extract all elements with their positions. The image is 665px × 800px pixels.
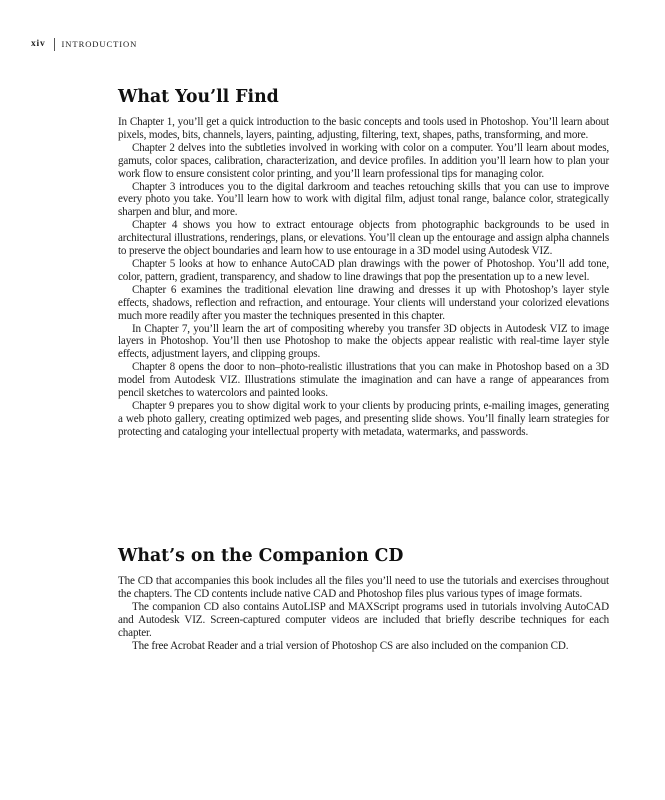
section-heading: What You’ll Find [118, 87, 279, 107]
paragraph-chapter-9: Chapter 9 prepares you to show digital work to your clients by producing prints, e-mailing images, generating a web photo gallery, creating optimized web pages, and presenting slide shows. You’ll finally learn strategies for protecting and cataloging your intellectual property with metadata, watermarks, and passwords. [118, 399, 609, 438]
section-what-youll-find [118, 86, 609, 439]
paragraph-chapter-6: Chapter 6 examines the traditional elevation line drawing and dresses it up with Photoshop’s layer style effects, shadows, reflection and refraction, and entourage. Your clients will understand your colorized elevations much more readily after you master the techniques presented in this chapter. [118, 283, 609, 322]
paragraph-chapter-3: Chapter 3 introduces you to the digital darkroom and teaches retouching skills that you can use to improve every photo you take. You’ll learn how to work with digital film, adjust tonal range, balance color, strategically sharpen and blur, and more. [118, 180, 609, 219]
paragraph-chapter-5: Chapter 5 looks at how to enhance AutoCAD plan drawings with the power of Photoshop. You’ll add tone, color, pattern, gradient, transparency, and shadow to line drawings that pop the presentation up to a new level. [118, 257, 609, 283]
paragraph-cd-programs: The companion CD also contains AutoLISP and MAXScript programs used in tutorials involving AutoCAD and Autodesk VIZ. Screen-captured computer videos are included that briefly describe techniques for each chapter. [118, 600, 609, 639]
paragraph-chapter-4: Chapter 4 shows you how to extract entourage objects from photographic backgrounds to be used in architectural illustrations, renderings, plans, or elevations. You’ll clean up the entourage and assign alpha channels to preserve the object boundaries and learn how to use entourage in a 3D model using Autodesk VIZ. [118, 219, 609, 258]
paragraph-chapter-1: In Chapter 1, you’ll get a quick introduction to the basic concepts and tools used in Photoshop. You’ll learn about pixels, modes, bits, channels, layers, painting, adjusting, filtering, text, shapes, paths, transforming, and more. [118, 116, 609, 141]
section-heading: What’s on the Companion CD [118, 546, 404, 566]
paragraph-chapter-8: Chapter 8 opens the door to non–photo-realistic illustrations that you can make in Photoshop based on a 3D model from Autodesk VIZ. Illustrations stimulate the imagination and can have a range of appearances from pencil sketches to watercolors and painted looks. [118, 361, 609, 400]
page-number: xiv [31, 39, 46, 49]
paragraph-chapter-2: Chapter 2 delves into the subtleties involved in working with color on a computer. You’ll learn about modes, gamuts, color spaces, calibration, characterization, and device profiles. In addition you’ll learn how to plan your work flow to ensure consistent color printing, and you’ll learn professional tips for managing color. [118, 141, 609, 180]
running-head [31, 37, 137, 51]
running-head-divider [54, 38, 55, 51]
paragraph-cd-extras: The free Acrobat Reader and a trial version of Photoshop CS are also included on the companion CD. [132, 639, 569, 652]
paragraph-cd-contents: The CD that accompanies this book includes all the files you’ll need to use the tutorials and exercises throughout the chapters. The CD contents include native CAD and Photoshop files plus various types of image formats. [118, 575, 609, 600]
section-companion-cd [118, 545, 609, 652]
running-head-title: INTRODUCTION [61, 39, 138, 49]
paragraph-chapter-7: In Chapter 7, you’ll learn the art of compositing whereby you transfer 3D objects in Autodesk VIZ to image layers in Photoshop. You’ll then use Photoshop to make the objects appear realistic with real-time layer style effects, adjustment layers, and clipping groups. [118, 322, 609, 361]
